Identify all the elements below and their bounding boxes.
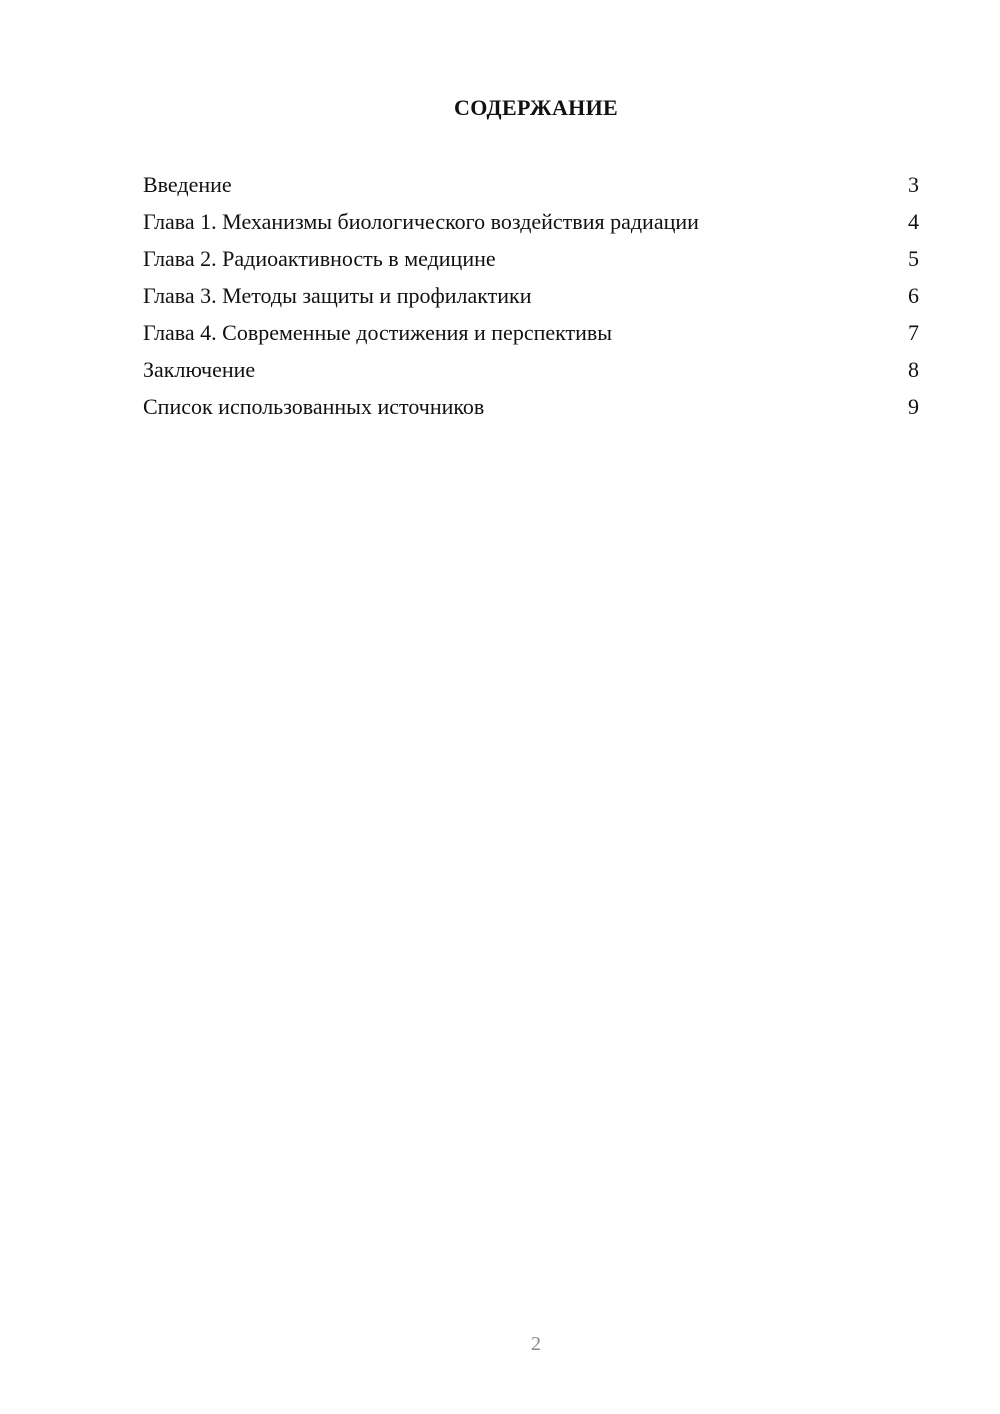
toc-entry-label: Глава 1. Механизмы биологического воздействия радиации: [143, 209, 699, 234]
toc-entry-label: Введение: [143, 172, 232, 197]
toc-entry-label: Заключение: [143, 357, 256, 382]
toc-entry-label: Список использованных источников: [143, 394, 485, 419]
page-number: 2: [531, 1333, 541, 1355]
toc-entry-page: 9: [908, 394, 919, 419]
table-of-contents: [143, 170, 919, 429]
toc-entry-introduction: [143, 170, 919, 207]
toc-entry-chapter-1: [143, 207, 919, 244]
toc-title: СОДЕРЖАНИЕ: [454, 95, 618, 120]
toc-entry-conclusion: [143, 355, 919, 392]
toc-entry-chapter-2: [143, 244, 919, 281]
toc-entry-page: 3: [908, 172, 919, 197]
toc-entry-label: Глава 4. Современные достижения и перспективы: [143, 320, 613, 345]
toc-entry-page: 7: [908, 320, 919, 345]
toc-entry-page: 5: [908, 246, 919, 271]
toc-entry-label: Глава 3. Методы защиты и профилактики: [143, 283, 532, 308]
toc-entry-page: 6: [908, 283, 919, 308]
toc-entry-label: Глава 2. Радиоактивность в медицине: [143, 246, 496, 271]
toc-entry-references: [143, 392, 919, 429]
toc-entry-page: 8: [908, 357, 919, 382]
toc-entry-chapter-4: [143, 318, 919, 355]
toc-entry-page: 4: [908, 209, 919, 234]
toc-entry-chapter-3: [143, 281, 919, 318]
